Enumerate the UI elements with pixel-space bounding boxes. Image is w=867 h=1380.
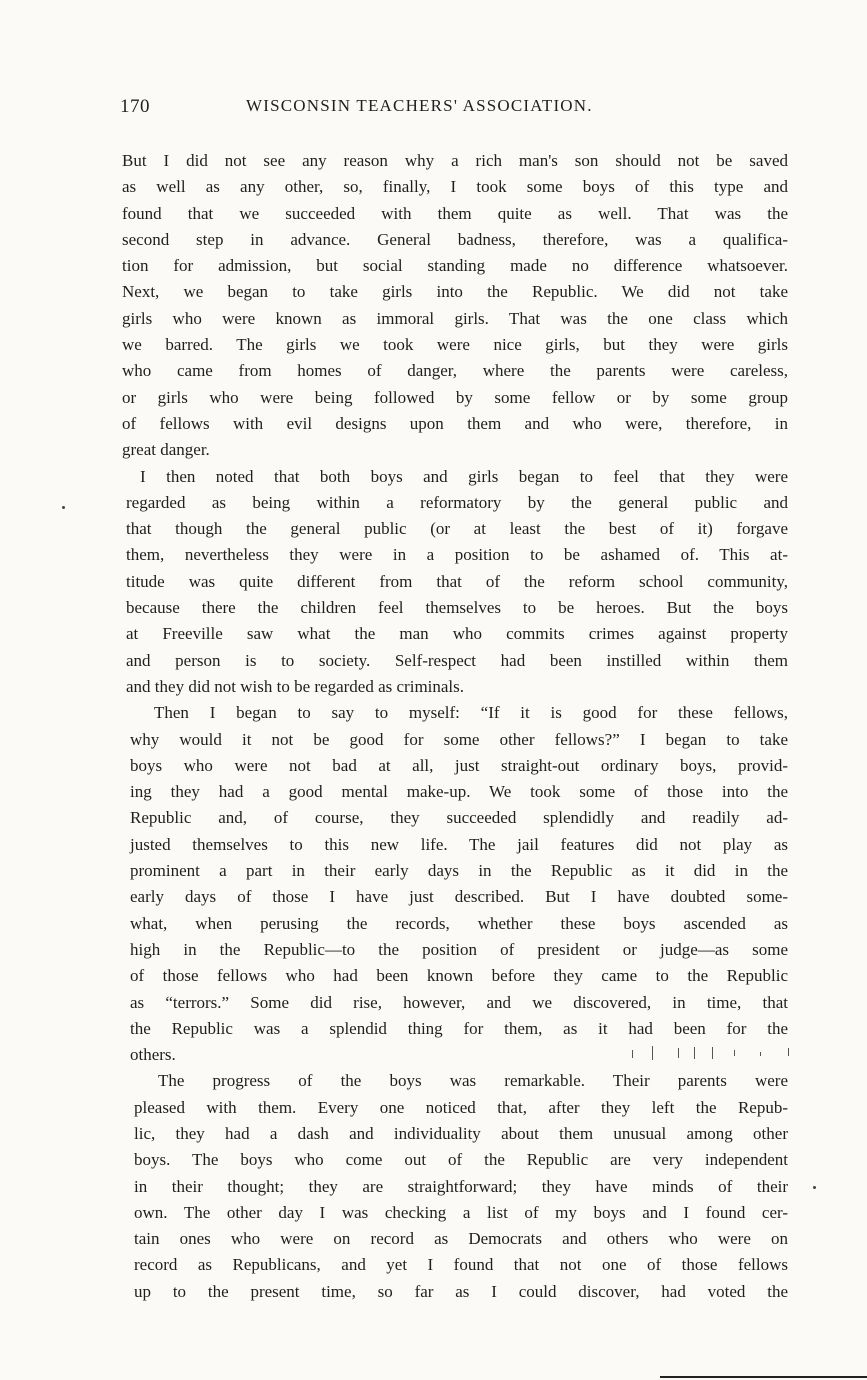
page-edge-rule [660, 1376, 867, 1378]
text-line: the Republic was a splendid thing for them, as it had been for the [130, 1018, 788, 1038]
print-mark [652, 1046, 653, 1060]
paragraph-4 [122, 1068, 788, 1305]
text-line: of fellows with evil designs upon them and who were, therefore, in [122, 413, 788, 433]
text-line: girls who were known as immoral girls. That was the one class which [122, 308, 788, 328]
text-line: own. The other day I was checking a list of my boys and I found cer- [134, 1202, 788, 1222]
text-line: what, when perusing the records, whether these boys ascended as [130, 913, 788, 933]
print-mark [760, 1052, 761, 1056]
text-line: The progress of the boys was remarkable. Their parents were [158, 1071, 788, 1091]
print-mark [678, 1048, 679, 1058]
text-line: record as Republicans, and yet I found that not one of those fellows [134, 1255, 788, 1275]
text-line: found that we succeeded with them quite as well. That was the [122, 203, 788, 223]
body-text [122, 148, 788, 1305]
paragraph-1 [122, 148, 788, 464]
text-line: at Freeville saw what the man who commits crimes against property [126, 624, 788, 644]
stray-print-marks [630, 1046, 800, 1060]
text-line: as well as any other, so, finally, I took some boys of this type and [122, 177, 788, 197]
text-line: why would it not be good for some other fellows?” I began to take [130, 729, 788, 749]
text-line: others. [130, 1045, 176, 1065]
page-number: 170 [120, 96, 150, 117]
text-line: boys. The boys who come out of the Republic are very independent [134, 1150, 788, 1170]
text-line: Then I began to say to myself: “If it is good for these fellows, [154, 703, 788, 723]
print-mark [788, 1048, 789, 1056]
text-line: lic, they had a dash and individuality about them unusual among other [134, 1123, 788, 1143]
text-line: who came from homes of danger, where the parents were careless, [122, 361, 788, 381]
text-line: high in the Republic—to the position of president or judge—as some [130, 939, 788, 959]
text-line: tion for admission, but social standing made no difference whatsoever. [122, 256, 788, 276]
paragraph-2 [122, 464, 788, 701]
text-line: titude was quite different from that of the reform school community, [126, 571, 788, 591]
text-line: I then noted that both boys and girls began to feel that they were [140, 466, 788, 486]
text-line: and they did not wish to be regarded as criminals. [126, 676, 465, 696]
speck [813, 1186, 816, 1189]
text-line: of those fellows who had been known before they came to the Republic [130, 966, 788, 986]
text-line: we barred. The girls we took were nice girls, but they were girls [122, 335, 788, 355]
text-line: prominent a part in their early days in the Republic as it did in the [130, 861, 788, 881]
text-line: ing they had a good mental make-up. We took some of those into the [130, 782, 788, 802]
text-line: or girls who were being followed by some fellow or by some group [122, 387, 788, 407]
print-mark [632, 1050, 633, 1058]
text-line: and person is to society. Self-respect had been instilled within them [126, 650, 788, 670]
text-line: that though the general public (or at least the best of it) forgave [126, 519, 788, 539]
speck [62, 506, 65, 509]
text-line: in their thought; they are straightforward; they have minds of their [134, 1176, 788, 1196]
text-line: second step in advance. General badness, therefore, was a qualifica- [122, 229, 788, 249]
text-line: pleased with them. Every one noticed that, after they left the Repub- [134, 1097, 788, 1117]
text-line: early days of those I have just described. But I have doubted some- [130, 887, 788, 907]
running-head: WISCONSIN TEACHERS' ASSOCIATION. [246, 96, 593, 115]
text-line: justed themselves to this new life. The jail features did not play as [130, 834, 788, 854]
text-line: because there the children feel themselves to be heroes. But the boys [126, 598, 788, 618]
text-line: up to the present time, so far as I could discover, had voted the [134, 1281, 788, 1301]
print-mark [734, 1050, 735, 1056]
text-line: them, nevertheless they were in a position to be ashamed of. This at- [126, 545, 788, 565]
print-mark [694, 1047, 695, 1059]
text-line: regarded as being within a reformatory by the general public and [126, 492, 788, 512]
text-line: Next, we began to take girls into the Republic. We did not take [122, 282, 788, 302]
print-mark [712, 1047, 713, 1059]
text-line: as “terrors.” Some did rise, however, and we discovered, in time, that [130, 992, 788, 1012]
paragraph-3 [122, 700, 788, 1068]
text-line: tain ones who were on record as Democrats and others who were on [134, 1229, 788, 1249]
text-line: Republic and, of course, they succeeded splendidly and readily ad- [130, 808, 788, 828]
text-line: great danger. [122, 440, 210, 460]
text-line: But I did not see any reason why a rich man's son should not be saved [122, 151, 788, 170]
text-line: boys who were not bad at all, just straight-out ordinary boys, provid- [130, 755, 788, 775]
